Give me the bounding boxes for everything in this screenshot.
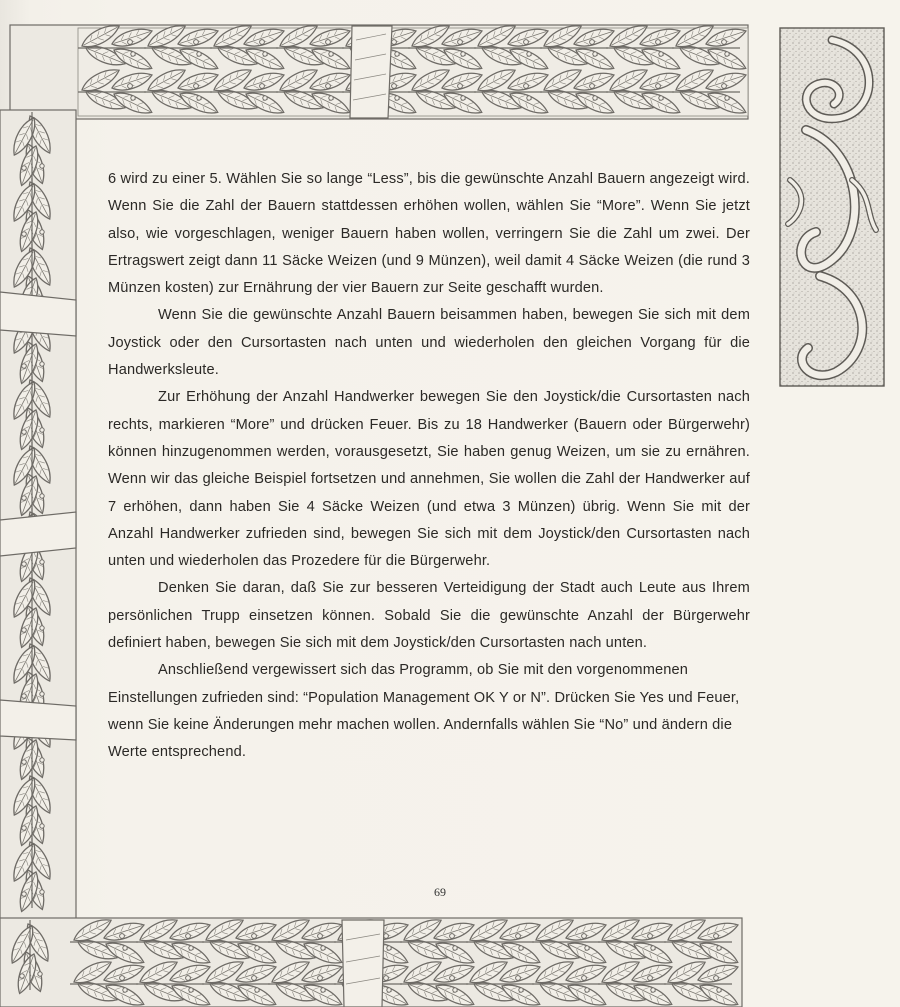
laurel-border-bottom bbox=[0, 914, 742, 1007]
paragraph-5: Anschließend vergewissert sich das Programm, ob Sie mit den vorgenommenen Einstellungen zufrieden sind: “Population Management OK Y or N”. Drücken Sie Yes und Feuer, wenn Sie keine Änderungen mehr machen wollen. Andernfalls wählen Sie “No” und ändern die Werte entsprechend. bbox=[108, 662, 740, 761]
acanthus-scroll-ornament bbox=[780, 28, 884, 386]
laurel-border-left bbox=[0, 110, 76, 920]
laurel-border-top bbox=[10, 20, 749, 119]
paragraph-1: 6 wird zu einer 5. Wählen Sie so lange “Less”, bis die gewünschte Anzahl Bauern angezeigt wird. Wenn Sie die Zahl der Bauern stattdessen erhöhen wollen, wählen Sie “More”. Wenn Sie jetzt also, wie vorgeschlagen, weniger Bauern haben wollen, verringern Sie die Zahl um zwei. Der Ertragswert zeigt dann 11 Säcke Weizen (und 9 Münzen), weil damit 4 Säcke Weizen (die rund 3 Münzen kosten) zur Ernährung der vier Bauern zur Seite geschafft wurden. bbox=[108, 171, 750, 297]
body-text bbox=[108, 166, 750, 767]
paragraph-2: Wenn Sie die gewünschte Anzahl Bauern beisammen haben, bewegen Sie sich mit dem Joystick oder den Cursortasten nach unten und wiederholen den gleichen Vorgang für die Handwerksleute. bbox=[108, 307, 750, 379]
paragraph-4: Denken Sie daran, daß Sie zur besseren Verteidigung der Stadt auch Leute aus Ihrem persönlichen Trupp einsetzen können. Sobald Sie die gewünschte Anzahl der Bürgerwehr definiert haben, bewegen Sie sich mit dem Joystick/den Cursortasten nach unten. bbox=[108, 580, 750, 652]
page-number: 69 bbox=[434, 885, 446, 899]
paragraph-3: Zur Erhöhung der Anzahl Handwerker bewegen Sie den Joystick/die Cursortasten nach rechts, markieren “More” und drücken Feuer. Bis zu 18 Handwerker (Bauern oder Bürgerwehr) können hinzugenommen werden, vorausgesetzt, Sie haben genug Weizen, um sie zu ernähren. Wenn wir das gleiche Beispiel fortsetzen und annehmen, Sie wollen die Zahl der Handwerker auf 7 erhöhen, dann haben Sie 4 Säcke Weizen (und etwa 3 Münzen) übrig. Wenn Sie mit der Anzahl Handwerker zufrieden sind, bewegen Sie sich mit dem Joystick/den Cursortasten nach unten und wiederholen das Prozedere für die Bürgerwehr. bbox=[108, 389, 750, 570]
